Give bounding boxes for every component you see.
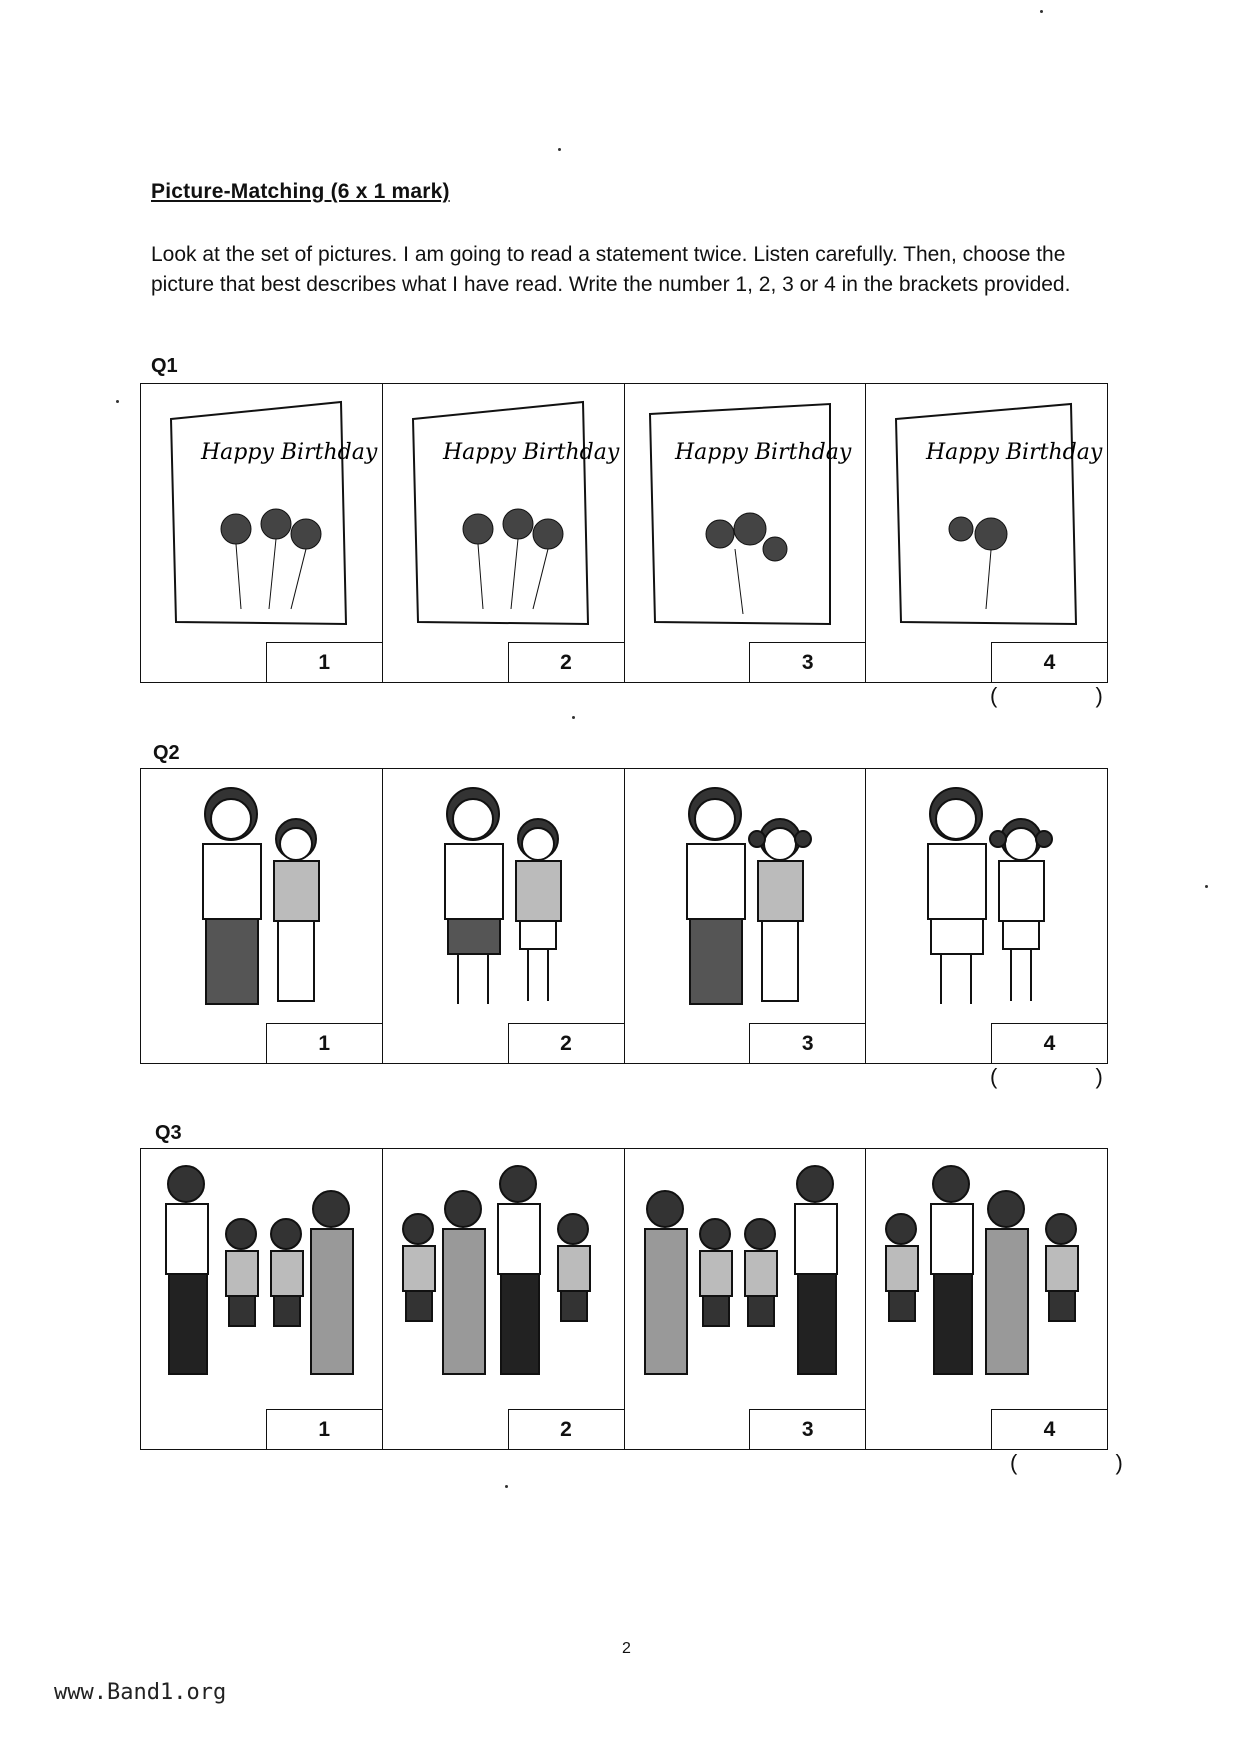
card-text: Happy Birthday — [442, 440, 619, 465]
family-image — [383, 1149, 623, 1411]
scan-speck — [116, 400, 119, 403]
card-text: Happy Birthday — [674, 440, 851, 465]
picture-option — [866, 384, 1107, 682]
picture-option — [383, 384, 625, 682]
option-number: 1 — [266, 642, 382, 682]
option-number: 2 — [508, 642, 624, 682]
card-text: Happy Birthday — [926, 440, 1103, 465]
scan-speck — [1040, 10, 1043, 13]
option-number: 3 — [749, 1023, 865, 1063]
picture-option — [383, 769, 625, 1063]
picture-option — [383, 1149, 625, 1449]
picture-option — [141, 769, 383, 1063]
answer-bracket[interactable]: ( ) — [990, 1064, 1149, 1089]
footer-url[interactable]: www.Band1.org — [54, 1680, 227, 1705]
family-image — [141, 1149, 381, 1411]
option-number: 4 — [991, 1409, 1107, 1449]
question-1 — [140, 383, 1110, 683]
answer-bracket[interactable]: ( ) — [990, 683, 1149, 708]
birthday-card-image — [625, 384, 865, 644]
section-heading: Picture-Matching (6 x 1 mark) — [151, 180, 450, 203]
picture-option — [141, 384, 383, 682]
scan-speck — [1205, 885, 1208, 888]
picture-option — [866, 769, 1107, 1063]
scan-speck — [558, 148, 561, 151]
mother-and-daughter-image — [866, 769, 1106, 1029]
question-label: Q3 — [155, 1122, 182, 1144]
option-number: 1 — [266, 1023, 382, 1063]
family-image — [866, 1149, 1106, 1411]
picture-frame — [140, 1148, 1108, 1450]
picture-option — [866, 1149, 1107, 1449]
option-number: 4 — [991, 642, 1107, 682]
option-number: 3 — [749, 1409, 865, 1449]
mother-and-child-image — [383, 769, 623, 1029]
birthday-card-image — [141, 384, 381, 644]
scan-speck — [572, 716, 575, 719]
question-label: Q2 — [153, 742, 180, 764]
birthday-card-image — [383, 384, 623, 644]
mother-and-daughter-image — [625, 769, 865, 1029]
option-number: 1 — [266, 1409, 382, 1449]
page-number: 2 — [622, 1640, 631, 1657]
card-text: Happy Birthday — [201, 440, 378, 465]
picture-option — [625, 384, 867, 682]
picture-option — [625, 1149, 867, 1449]
picture-frame — [140, 768, 1108, 1064]
option-number: 2 — [508, 1409, 624, 1449]
question-2 — [140, 768, 1110, 1064]
instructions: Look at the set of pictures. I am going to read a statement twice. Listen carefully. Then, choose the picture that best describes what I have read. Write the number 1, 2, 3 or 4 in the brackets provided. — [151, 243, 1071, 296]
option-number: 3 — [749, 642, 865, 682]
option-number: 4 — [991, 1023, 1107, 1063]
family-image — [625, 1149, 865, 1411]
scan-speck — [505, 1485, 508, 1488]
picture-option — [625, 769, 867, 1063]
question-label: Q1 — [151, 355, 178, 377]
mother-and-child-image — [141, 769, 381, 1029]
birthday-card-image — [866, 384, 1106, 644]
question-3 — [140, 1148, 1110, 1450]
picture-option — [141, 1149, 383, 1449]
picture-frame — [140, 383, 1108, 683]
option-number: 2 — [508, 1023, 624, 1063]
answer-bracket[interactable]: ( ) — [1010, 1450, 1169, 1475]
